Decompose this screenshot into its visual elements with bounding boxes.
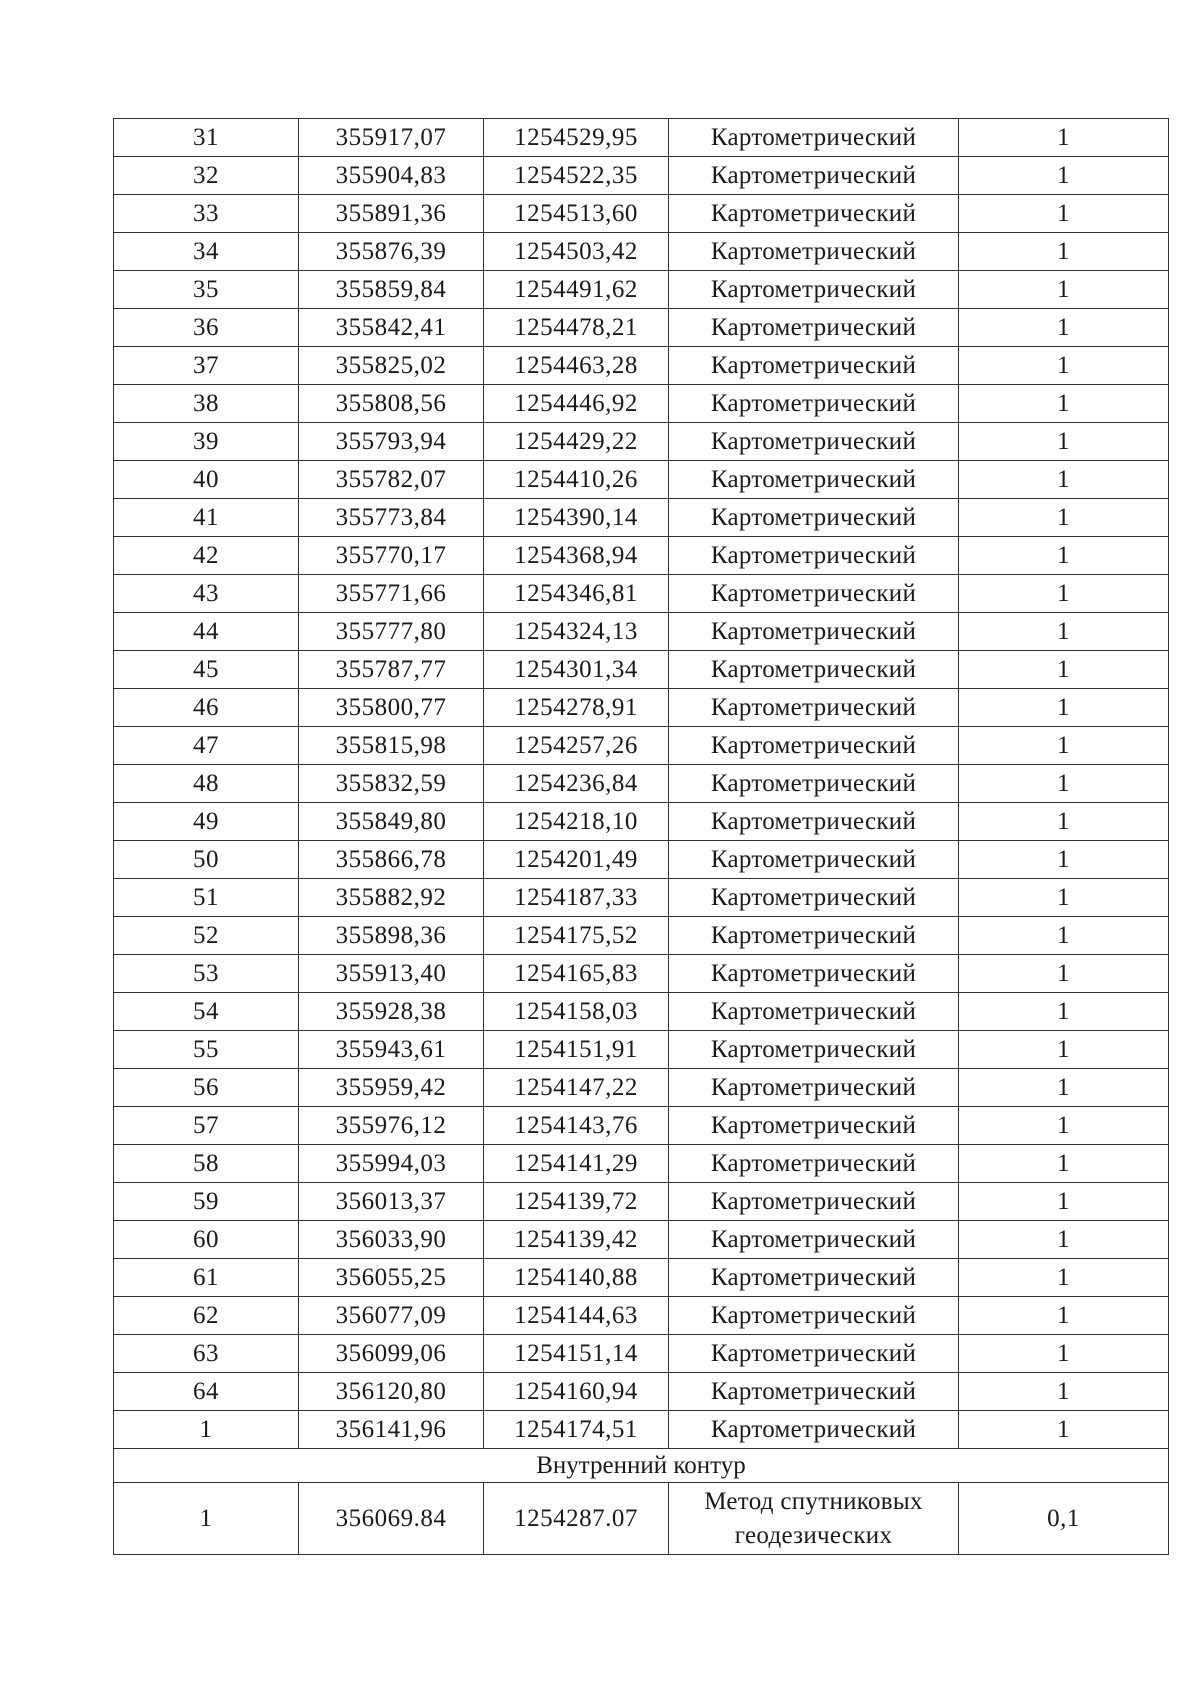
method-cell: Картометрический bbox=[669, 955, 959, 993]
method-cell: Картометрический bbox=[669, 727, 959, 765]
method-cell: Картометрический bbox=[669, 233, 959, 271]
inner-contour-heading: Внутренний контур bbox=[114, 1449, 1169, 1483]
method-cell: Картометрический bbox=[669, 537, 959, 575]
table-row bbox=[114, 1031, 1169, 1069]
y-coordinate-cell: 1254236,84 bbox=[484, 765, 669, 803]
accuracy-cell: 1 bbox=[959, 841, 1169, 879]
y-coordinate-cell: 1254187,33 bbox=[484, 879, 669, 917]
point-number-cell: 36 bbox=[114, 309, 299, 347]
table-row bbox=[114, 689, 1169, 727]
x-coordinate-cell: 355943,61 bbox=[299, 1031, 484, 1069]
method-cell: Картометрический bbox=[669, 271, 959, 309]
point-number-cell: 42 bbox=[114, 537, 299, 575]
point-number-cell: 33 bbox=[114, 195, 299, 233]
x-coordinate-cell: 355994,03 bbox=[299, 1145, 484, 1183]
x-coordinate-cell: 355898,36 bbox=[299, 917, 484, 955]
table-row bbox=[114, 233, 1169, 271]
x-coordinate-cell: 355815,98 bbox=[299, 727, 484, 765]
table-row bbox=[114, 1221, 1169, 1259]
table-row bbox=[114, 841, 1169, 879]
table-row bbox=[114, 499, 1169, 537]
method-cell: Картометрический bbox=[669, 309, 959, 347]
y-coordinate-cell: 1254151,14 bbox=[484, 1335, 669, 1373]
accuracy-cell: 1 bbox=[959, 423, 1169, 461]
point-number-cell: 60 bbox=[114, 1221, 299, 1259]
method-cell bbox=[669, 1483, 959, 1555]
x-coordinate-cell: 356099,06 bbox=[299, 1335, 484, 1373]
table-row bbox=[114, 1069, 1169, 1107]
table-row bbox=[114, 271, 1169, 309]
accuracy-cell: 1 bbox=[959, 1411, 1169, 1449]
method-cell: Картометрический bbox=[669, 461, 959, 499]
y-coordinate-cell: 1254257,26 bbox=[484, 727, 669, 765]
method-cell: Картометрический bbox=[669, 1411, 959, 1449]
method-cell: Картометрический bbox=[669, 423, 959, 461]
y-coordinate-cell: 1254165,83 bbox=[484, 955, 669, 993]
y-coordinate-cell: 1254368,94 bbox=[484, 537, 669, 575]
x-coordinate-cell: 355787,77 bbox=[299, 651, 484, 689]
accuracy-cell: 1 bbox=[959, 461, 1169, 499]
x-coordinate-cell: 355882,92 bbox=[299, 879, 484, 917]
method-cell: Картометрический bbox=[669, 917, 959, 955]
accuracy-cell: 1 bbox=[959, 347, 1169, 385]
table-row bbox=[114, 195, 1169, 233]
point-number-cell: 59 bbox=[114, 1183, 299, 1221]
accuracy-cell: 1 bbox=[959, 499, 1169, 537]
point-number-cell: 1 bbox=[114, 1483, 299, 1555]
accuracy-cell: 1 bbox=[959, 1259, 1169, 1297]
y-coordinate-cell: 1254429,22 bbox=[484, 423, 669, 461]
y-coordinate-cell: 1254287.07 bbox=[484, 1483, 669, 1555]
y-coordinate-cell: 1254301,34 bbox=[484, 651, 669, 689]
table-row bbox=[114, 917, 1169, 955]
table-row bbox=[114, 1373, 1169, 1411]
method-cell: Картометрический bbox=[669, 1145, 959, 1183]
x-coordinate-cell: 355771,66 bbox=[299, 575, 484, 613]
accuracy-cell: 1 bbox=[959, 1373, 1169, 1411]
method-cell: Картометрический bbox=[669, 993, 959, 1031]
method-cell: Картометрический bbox=[669, 1031, 959, 1069]
point-number-cell: 43 bbox=[114, 575, 299, 613]
x-coordinate-cell: 355891,36 bbox=[299, 195, 484, 233]
accuracy-cell: 1 bbox=[959, 537, 1169, 575]
coordinates-table bbox=[113, 118, 1169, 1555]
point-number-cell: 52 bbox=[114, 917, 299, 955]
y-coordinate-cell: 1254139,72 bbox=[484, 1183, 669, 1221]
x-coordinate-cell: 356141,96 bbox=[299, 1411, 484, 1449]
table-row bbox=[114, 423, 1169, 461]
method-cell: Картометрический bbox=[669, 613, 959, 651]
x-coordinate-cell: 356077,09 bbox=[299, 1297, 484, 1335]
accuracy-cell: 1 bbox=[959, 1069, 1169, 1107]
y-coordinate-cell: 1254218,10 bbox=[484, 803, 669, 841]
point-number-cell: 56 bbox=[114, 1069, 299, 1107]
point-number-cell: 61 bbox=[114, 1259, 299, 1297]
accuracy-cell: 1 bbox=[959, 195, 1169, 233]
accuracy-cell: 1 bbox=[959, 1145, 1169, 1183]
x-coordinate-cell: 355928,38 bbox=[299, 993, 484, 1031]
method-cell: Картометрический bbox=[669, 1297, 959, 1335]
point-number-cell: 62 bbox=[114, 1297, 299, 1335]
accuracy-cell: 1 bbox=[959, 613, 1169, 651]
accuracy-cell: 1 bbox=[959, 1183, 1169, 1221]
method-cell: Картометрический bbox=[669, 1183, 959, 1221]
y-coordinate-cell: 1254143,76 bbox=[484, 1107, 669, 1145]
point-number-cell: 64 bbox=[114, 1373, 299, 1411]
method-cell: Картометрический bbox=[669, 689, 959, 727]
point-number-cell: 39 bbox=[114, 423, 299, 461]
coordinates-table-body bbox=[114, 119, 1169, 1555]
point-number-cell: 45 bbox=[114, 651, 299, 689]
x-coordinate-cell: 355959,42 bbox=[299, 1069, 484, 1107]
method-cell: Картометрический bbox=[669, 1107, 959, 1145]
method-cell: Картометрический bbox=[669, 575, 959, 613]
point-number-cell: 41 bbox=[114, 499, 299, 537]
point-number-cell: 44 bbox=[114, 613, 299, 651]
point-number-cell: 35 bbox=[114, 271, 299, 309]
y-coordinate-cell: 1254346,81 bbox=[484, 575, 669, 613]
method-cell: Картометрический bbox=[669, 879, 959, 917]
point-number-cell: 55 bbox=[114, 1031, 299, 1069]
table-row bbox=[114, 955, 1169, 993]
x-coordinate-cell: 356033,90 bbox=[299, 1221, 484, 1259]
accuracy-cell: 1 bbox=[959, 309, 1169, 347]
accuracy-cell: 1 bbox=[959, 1221, 1169, 1259]
y-coordinate-cell: 1254491,62 bbox=[484, 271, 669, 309]
accuracy-cell: 1 bbox=[959, 651, 1169, 689]
method-cell: Картометрический bbox=[669, 1259, 959, 1297]
y-coordinate-cell: 1254141,29 bbox=[484, 1145, 669, 1183]
point-number-cell: 54 bbox=[114, 993, 299, 1031]
table-row bbox=[114, 1107, 1169, 1145]
point-number-cell: 57 bbox=[114, 1107, 299, 1145]
point-number-cell: 31 bbox=[114, 119, 299, 157]
x-coordinate-cell: 355859,84 bbox=[299, 271, 484, 309]
y-coordinate-cell: 1254463,28 bbox=[484, 347, 669, 385]
point-number-cell: 1 bbox=[114, 1411, 299, 1449]
x-coordinate-cell: 356013,37 bbox=[299, 1183, 484, 1221]
x-coordinate-cell: 355800,77 bbox=[299, 689, 484, 727]
accuracy-cell: 1 bbox=[959, 993, 1169, 1031]
y-coordinate-cell: 1254529,95 bbox=[484, 119, 669, 157]
point-number-cell: 38 bbox=[114, 385, 299, 423]
accuracy-cell: 1 bbox=[959, 1031, 1169, 1069]
point-number-cell: 49 bbox=[114, 803, 299, 841]
y-coordinate-cell: 1254410,26 bbox=[484, 461, 669, 499]
accuracy-cell: 1 bbox=[959, 803, 1169, 841]
method-cell: Картометрический bbox=[669, 347, 959, 385]
table-row bbox=[114, 1411, 1169, 1449]
y-coordinate-cell: 1254278,91 bbox=[484, 689, 669, 727]
table-row bbox=[114, 1145, 1169, 1183]
y-coordinate-cell: 1254390,14 bbox=[484, 499, 669, 537]
table-row bbox=[114, 157, 1169, 195]
table-row bbox=[114, 727, 1169, 765]
table-row bbox=[114, 1183, 1169, 1221]
x-coordinate-cell: 356055,25 bbox=[299, 1259, 484, 1297]
table-row bbox=[114, 613, 1169, 651]
x-coordinate-cell: 355849,80 bbox=[299, 803, 484, 841]
x-coordinate-cell: 355866,78 bbox=[299, 841, 484, 879]
accuracy-cell: 1 bbox=[959, 271, 1169, 309]
x-coordinate-cell: 355773,84 bbox=[299, 499, 484, 537]
x-coordinate-cell: 355917,07 bbox=[299, 119, 484, 157]
point-number-cell: 34 bbox=[114, 233, 299, 271]
y-coordinate-cell: 1254446,92 bbox=[484, 385, 669, 423]
y-coordinate-cell: 1254478,21 bbox=[484, 309, 669, 347]
point-number-cell: 48 bbox=[114, 765, 299, 803]
point-number-cell: 63 bbox=[114, 1335, 299, 1373]
accuracy-cell: 1 bbox=[959, 385, 1169, 423]
y-coordinate-cell: 1254139,42 bbox=[484, 1221, 669, 1259]
y-coordinate-cell: 1254175,52 bbox=[484, 917, 669, 955]
y-coordinate-cell: 1254140,88 bbox=[484, 1259, 669, 1297]
accuracy-cell: 0,1 bbox=[959, 1483, 1169, 1555]
y-coordinate-cell: 1254201,49 bbox=[484, 841, 669, 879]
x-coordinate-cell: 355825,02 bbox=[299, 347, 484, 385]
y-coordinate-cell: 1254160,94 bbox=[484, 1373, 669, 1411]
table-row bbox=[114, 537, 1169, 575]
table-row bbox=[114, 309, 1169, 347]
point-number-cell: 53 bbox=[114, 955, 299, 993]
inner-contour-heading-row bbox=[114, 1449, 1169, 1483]
table-row bbox=[114, 347, 1169, 385]
y-coordinate-cell: 1254174,51 bbox=[484, 1411, 669, 1449]
accuracy-cell: 1 bbox=[959, 1107, 1169, 1145]
table-row bbox=[114, 765, 1169, 803]
x-coordinate-cell: 356120,80 bbox=[299, 1373, 484, 1411]
method-line-2: геодезических bbox=[734, 1521, 893, 1549]
table-row bbox=[114, 119, 1169, 157]
y-coordinate-cell: 1254151,91 bbox=[484, 1031, 669, 1069]
x-coordinate-cell: 356069.84 bbox=[299, 1483, 484, 1555]
method-cell: Картометрический bbox=[669, 803, 959, 841]
method-cell: Картометрический bbox=[669, 119, 959, 157]
point-number-cell: 32 bbox=[114, 157, 299, 195]
accuracy-cell: 1 bbox=[959, 727, 1169, 765]
method-cell: Картометрический bbox=[669, 385, 959, 423]
table-row bbox=[114, 1259, 1169, 1297]
accuracy-cell: 1 bbox=[959, 233, 1169, 271]
y-coordinate-cell: 1254522,35 bbox=[484, 157, 669, 195]
accuracy-cell: 1 bbox=[959, 157, 1169, 195]
x-coordinate-cell: 355777,80 bbox=[299, 613, 484, 651]
point-number-cell: 50 bbox=[114, 841, 299, 879]
x-coordinate-cell: 355782,07 bbox=[299, 461, 484, 499]
accuracy-cell: 1 bbox=[959, 689, 1169, 727]
table-row bbox=[114, 1297, 1169, 1335]
table-row bbox=[114, 803, 1169, 841]
accuracy-cell: 1 bbox=[959, 1335, 1169, 1373]
point-number-cell: 37 bbox=[114, 347, 299, 385]
x-coordinate-cell: 355832,59 bbox=[299, 765, 484, 803]
x-coordinate-cell: 355808,56 bbox=[299, 385, 484, 423]
accuracy-cell: 1 bbox=[959, 1297, 1169, 1335]
y-coordinate-cell: 1254503,42 bbox=[484, 233, 669, 271]
table-row bbox=[114, 575, 1169, 613]
table-row bbox=[114, 1335, 1169, 1373]
point-number-cell: 58 bbox=[114, 1145, 299, 1183]
accuracy-cell: 1 bbox=[959, 119, 1169, 157]
method-cell: Картометрический bbox=[669, 1221, 959, 1259]
accuracy-cell: 1 bbox=[959, 955, 1169, 993]
x-coordinate-cell: 355793,94 bbox=[299, 423, 484, 461]
x-coordinate-cell: 355913,40 bbox=[299, 955, 484, 993]
y-coordinate-cell: 1254513,60 bbox=[484, 195, 669, 233]
method-cell: Картометрический bbox=[669, 499, 959, 537]
table-row bbox=[114, 879, 1169, 917]
method-line-1: Метод спутниковых bbox=[704, 1487, 923, 1515]
table-row bbox=[114, 461, 1169, 499]
method-cell: Картометрический bbox=[669, 841, 959, 879]
accuracy-cell: 1 bbox=[959, 575, 1169, 613]
point-number-cell: 51 bbox=[114, 879, 299, 917]
x-coordinate-cell: 355876,39 bbox=[299, 233, 484, 271]
y-coordinate-cell: 1254144,63 bbox=[484, 1297, 669, 1335]
x-coordinate-cell: 355976,12 bbox=[299, 1107, 484, 1145]
point-number-cell: 46 bbox=[114, 689, 299, 727]
method-cell: Картометрический bbox=[669, 765, 959, 803]
x-coordinate-cell: 355770,17 bbox=[299, 537, 484, 575]
x-coordinate-cell: 355842,41 bbox=[299, 309, 484, 347]
method-cell: Картометрический bbox=[669, 1335, 959, 1373]
method-cell: Картометрический bbox=[669, 195, 959, 233]
method-cell: Картометрический bbox=[669, 157, 959, 195]
table-row bbox=[114, 385, 1169, 423]
y-coordinate-cell: 1254147,22 bbox=[484, 1069, 669, 1107]
x-coordinate-cell: 355904,83 bbox=[299, 157, 484, 195]
accuracy-cell: 1 bbox=[959, 917, 1169, 955]
method-cell: Картометрический bbox=[669, 1069, 959, 1107]
point-number-cell: 47 bbox=[114, 727, 299, 765]
table-row bbox=[114, 993, 1169, 1031]
accuracy-cell: 1 bbox=[959, 765, 1169, 803]
accuracy-cell: 1 bbox=[959, 879, 1169, 917]
method-cell: Картометрический bbox=[669, 651, 959, 689]
point-number-cell: 40 bbox=[114, 461, 299, 499]
method-cell: Картометрический bbox=[669, 1373, 959, 1411]
table-row bbox=[114, 651, 1169, 689]
y-coordinate-cell: 1254324,13 bbox=[484, 613, 669, 651]
inner-contour-row bbox=[114, 1483, 1169, 1555]
y-coordinate-cell: 1254158,03 bbox=[484, 993, 669, 1031]
